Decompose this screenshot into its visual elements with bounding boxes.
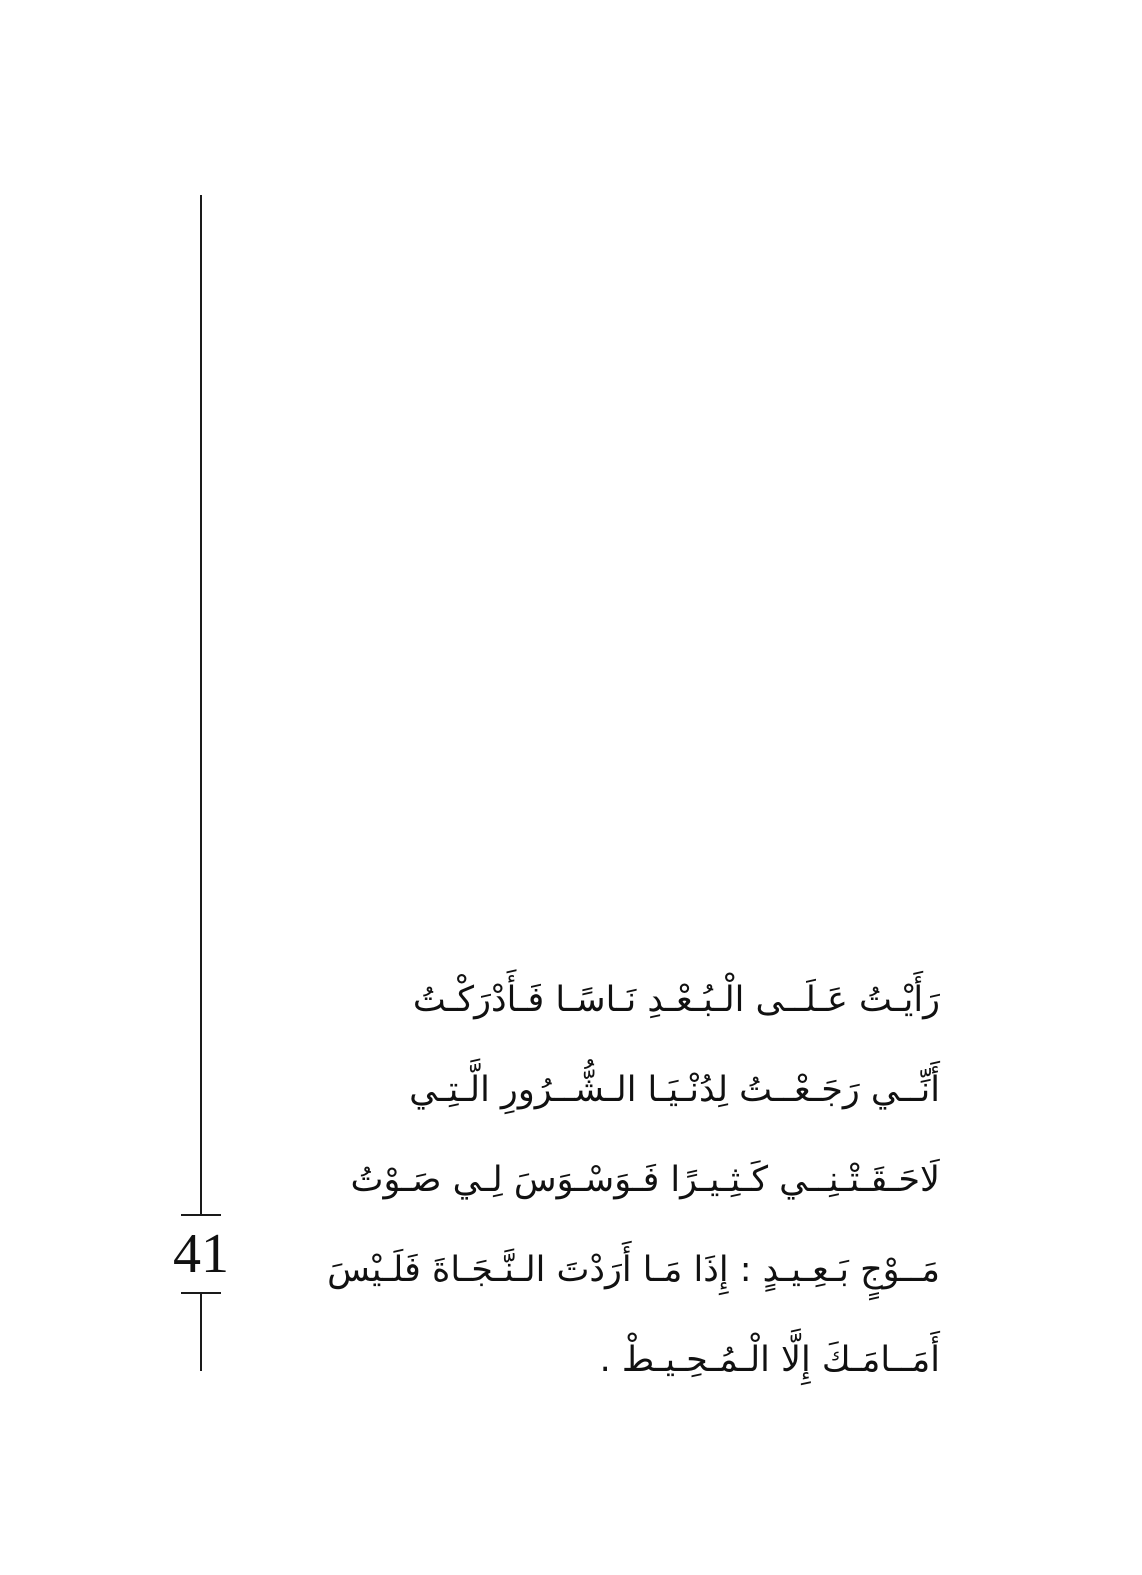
poem-line-1: رَأَيْـتُ عَـلَــى الْـبُـعْـدِ نَـاسًـا فَـأَدْرَكْـتُ	[412, 980, 940, 1020]
page-number-rule-top	[181, 1214, 221, 1216]
poem-line-2: أَنِّــي رَجَـعْــتُ لِدُنْـيَـا الـشُّــرُورِ الَّـتِـي	[409, 1070, 940, 1110]
page-number: 41	[173, 1223, 229, 1285]
poem-line-5: أَمَــامَـكَ إِلَّا الْـمُـحِـيـطْ .	[599, 1340, 940, 1380]
poem-line-4: مَــوْجٍ بَـعِـيـدٍ : إِذَا مَـا أَرَدْتَ الـنَّـجَـاةَ فَلَـيْسَ	[327, 1250, 940, 1290]
poem-text	[290, 955, 940, 1405]
poem-line-3: لَاحَـقَـتْـنِــي كَـثِـيـرًا فَـوَسْـوَسَ لِـي صَـوْتُ	[350, 1160, 940, 1200]
margin-rule-upper	[200, 195, 202, 1215]
margin-rule-lower	[200, 1293, 202, 1371]
